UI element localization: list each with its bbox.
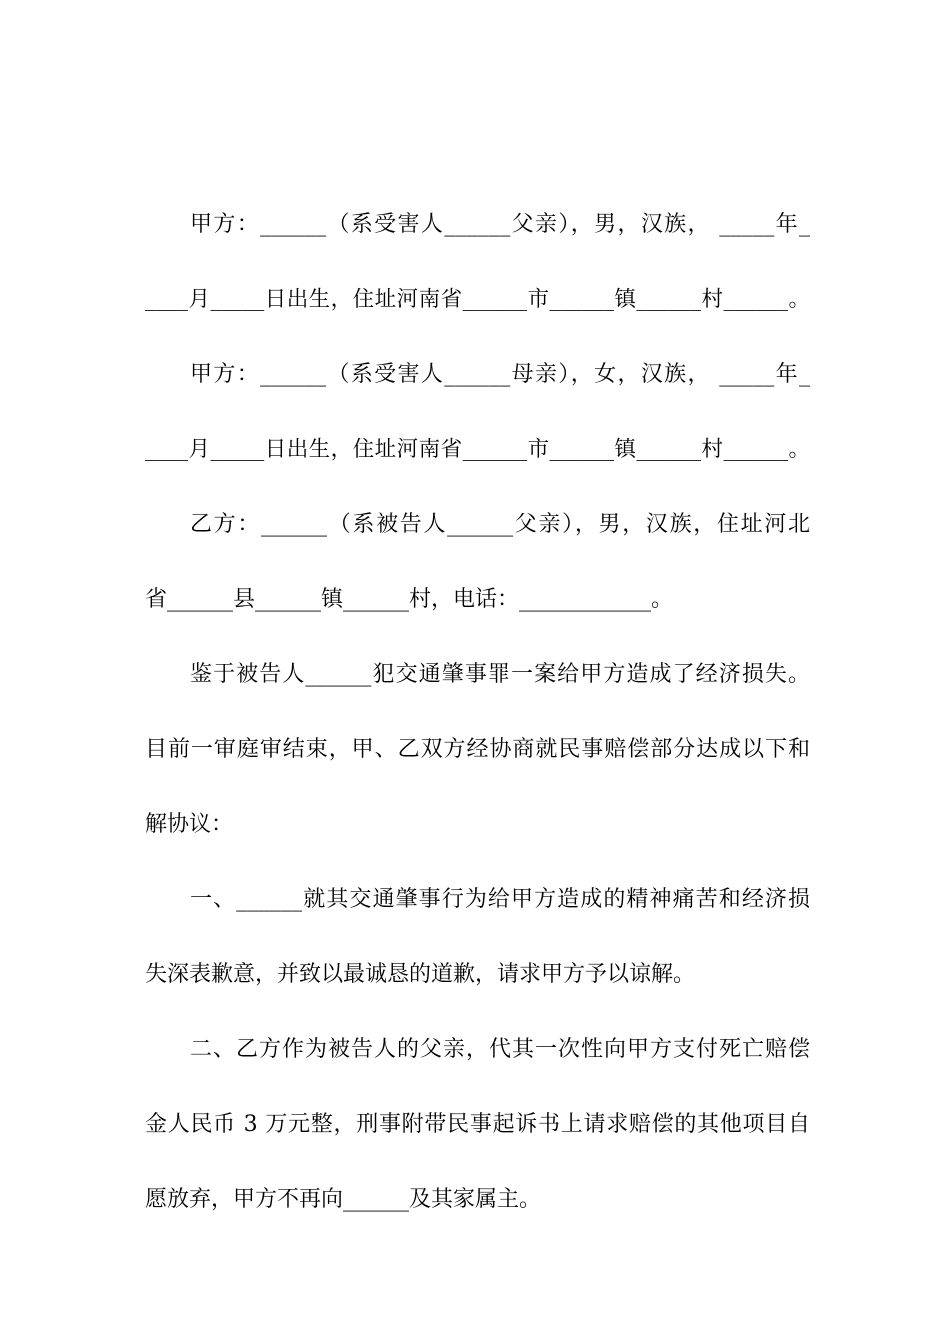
clause-one-line-2: 失深表歉意，并致以最诚恳的道歉，请求甲方予以谅解。 [145,962,696,987]
party-a-father-line-1: 甲方：______（系受害人______父亲），男，汉族， _____年_ [190,212,810,237]
clause-two-line-1: 二、乙方作为被告人的父亲，代其一次性向甲方支付死亡赔偿 [190,1037,810,1062]
preamble-line-2: 目前一审庭审结束，甲、乙双方经协商就民事赔偿部分达成以下和 [145,737,810,762]
clause-two-line-3: 愿放弃，甲方不再向______及其家属主。 [145,1187,542,1212]
party-b-line-2: 省______县______镇______村，电话：____________。 [145,587,674,612]
clause-two-line-2: 金人民币 3 万元整，刑事附带民事起诉书上请求赔偿的其他项目自 [145,1112,810,1137]
party-a-mother-line-1: 甲方：______（系受害人______母亲），女，汉族， _____年_ [190,362,810,387]
preamble-line-1: 鉴于被告人______犯交通肇事罪一案给甲方造成了经济损失。 [190,662,810,687]
clause-one-line-1: 一、______就其交通肇事行为给甲方造成的精神痛苦和经济损 [190,887,810,912]
preamble-line-3: 解协议： [145,812,234,837]
party-b-line-1: 乙方：______（系被告人______父亲），男，汉族，住址河北 [190,512,810,537]
party-a-father-line-2: ____月_____日出生，住址河南省______市______镇______村______。 [145,287,810,312]
party-a-mother-line-2: ____月_____日出生，住址河南省______市______镇______村______。 [145,437,810,462]
